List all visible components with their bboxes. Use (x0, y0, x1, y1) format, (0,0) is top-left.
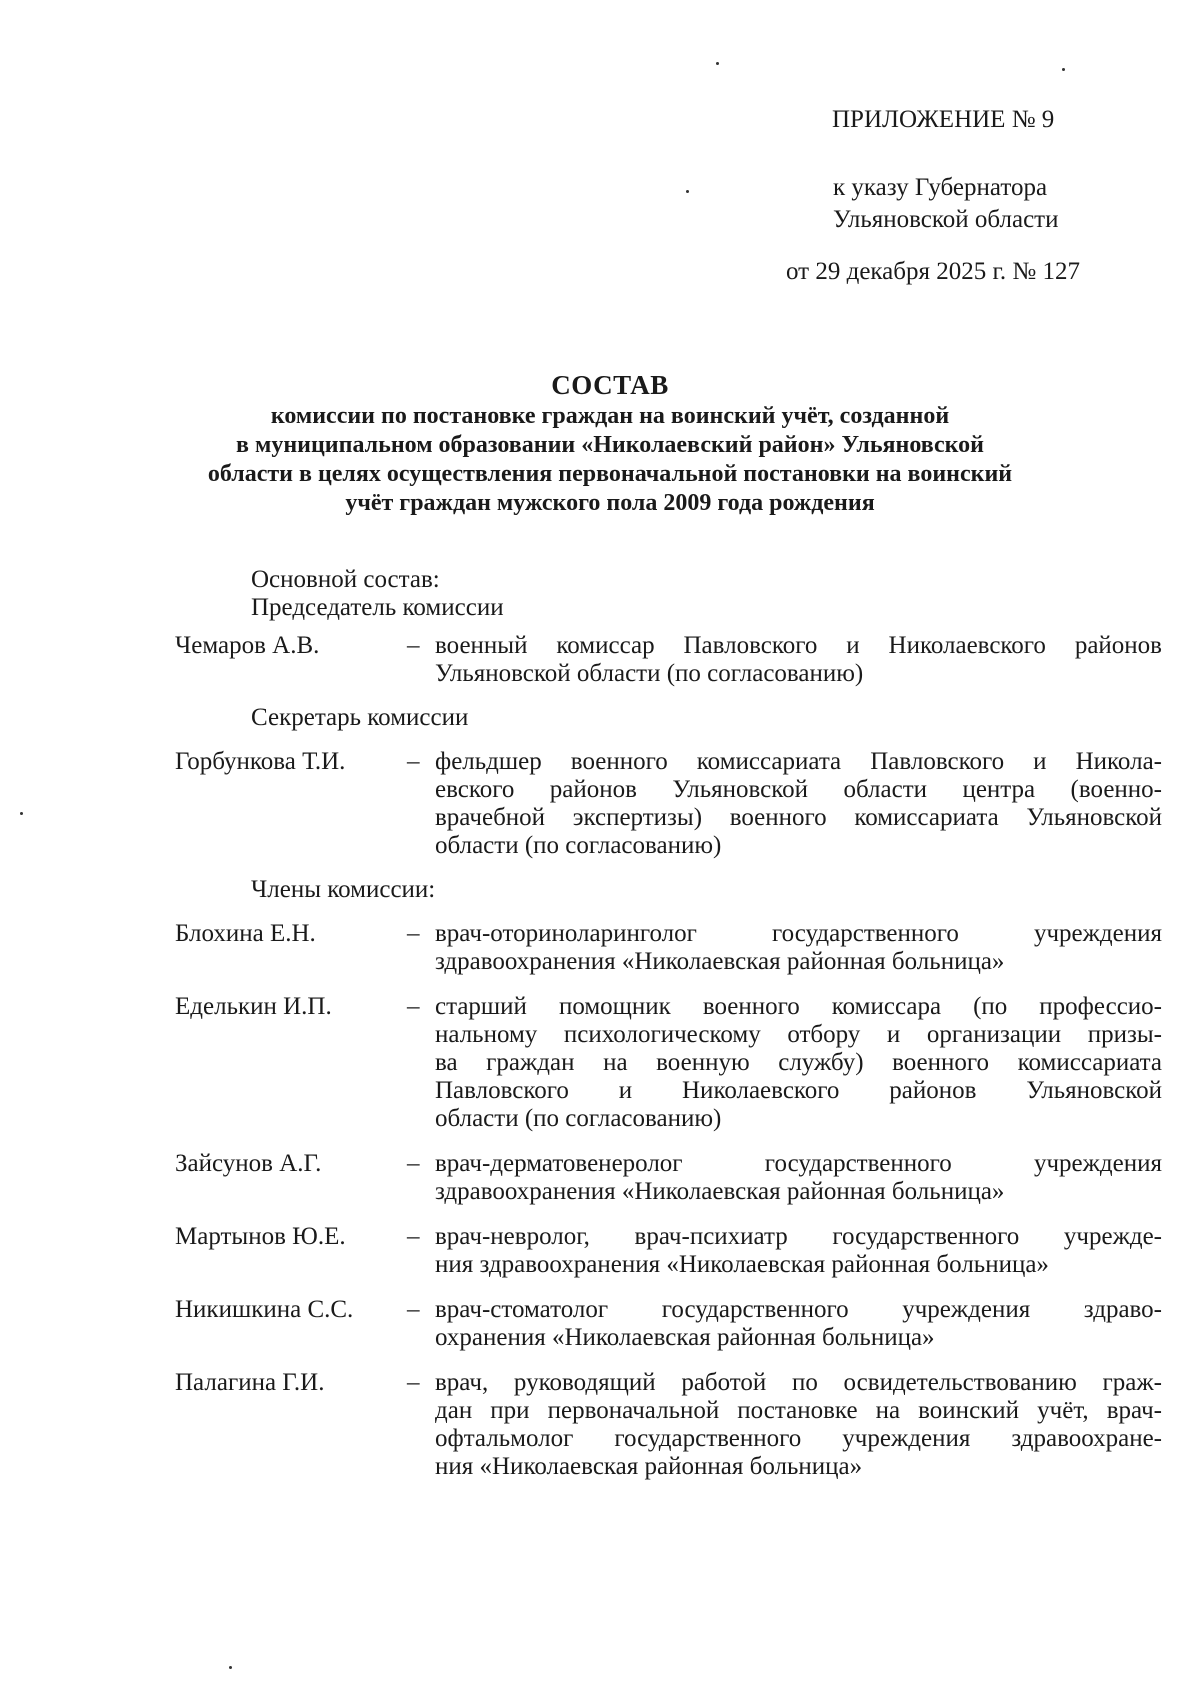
member-position: врач-стоматолог государственного учреждения здраво- охранения «Николаевская районная больница» (435, 1296, 1162, 1351)
dash: – (407, 1369, 420, 1396)
member-entry (175, 993, 1165, 1133)
dash: – (407, 1150, 420, 1177)
secretary-entry (175, 748, 1165, 860)
member-entry (175, 1150, 1165, 1206)
dash: – (407, 1296, 420, 1323)
member-position: врач-дерматовенеролог государственного учреждения здравоохранения «Николаевская районная больница» (435, 1150, 1162, 1205)
title-line: учёт граждан мужского пола 2009 года рождения (345, 490, 875, 516)
title-line: в муниципальном образовании «Николаевский район» Ульяновской (236, 432, 984, 458)
member-position: врач-оториноларинголог государственного учреждения здравоохранения «Николаевская районная больница» (435, 920, 1162, 975)
member-name: Палагина Г.И. (175, 1369, 325, 1396)
document-title (150, 368, 1070, 518)
scan-speck (1062, 68, 1065, 71)
dash: – (407, 632, 420, 659)
member-entry (175, 1223, 1165, 1279)
decree-reference (833, 172, 1193, 236)
decree-line: к указу Губернатора (833, 174, 1048, 201)
dash: – (407, 920, 420, 947)
scan-speck (229, 1666, 232, 1669)
dash: – (407, 1223, 420, 1250)
member-position: фельдшер военного комиссариата Павловского и Никола- евского районов Ульяновской области центра (военно- врачебной экспертизы) военного комиссариата Ульяновской области (по согласованию) (435, 748, 1162, 859)
member-name: Блохина Е.Н. (175, 920, 316, 947)
appendix-number: ПРИЛОЖЕНИЕ № 9 (832, 106, 1055, 133)
scan-speck (686, 190, 689, 193)
scan-speck (20, 812, 23, 815)
member-position: врач-невролог, врач-психиатр государственного учрежде- ния здравоохранения «Николаевская районная больница» (435, 1223, 1162, 1278)
member-position: старший помощник военного комиссара (по профессио- нальному психологическому отбору и организации призы- ва граждан на военную службу) военного комиссариата Павловского и Николаевского районов Ульяновской области (по согласованию) (435, 993, 1162, 1132)
member-position: военный комиссар Павловского и Николаевского районов Ульяновской области (по согласованию) (435, 632, 1162, 687)
title-line: области в целях осуществления первоначальной постановки на воинский (207, 461, 1013, 487)
member-name: Горбункова Т.И. (175, 748, 346, 775)
commission-composition (175, 566, 1165, 1481)
member-name: Мартынов Ю.Е. (175, 1223, 346, 1250)
section-chairman: Председатель комиссии (251, 594, 504, 621)
section-main-composition: Основной состав: (251, 566, 440, 593)
title-subtitle (150, 402, 1070, 518)
section-secretary: Секретарь комиссии (251, 704, 469, 731)
member-entry (175, 1296, 1165, 1352)
member-entry (175, 1369, 1165, 1481)
decree-date: от 29 декабря 2025 г. № 127 (786, 258, 1081, 285)
scan-speck (716, 62, 719, 65)
dash: – (407, 993, 420, 1020)
member-name: Чемаров А.В. (175, 632, 320, 659)
chairman-entry (175, 632, 1165, 688)
member-name: Никишкина С.С. (175, 1296, 354, 1323)
member-position: врач, руководящий работой по освидетельствованию граж- дан при первоначальной постановке на воинский учёт, врач- офтальмолог государственного учреждения здравоохране- ния «Николаевская районная больница» (435, 1369, 1162, 1480)
title-main: СОСТАВ (551, 370, 669, 400)
member-entry (175, 920, 1165, 976)
member-name: Зайсунов А.Г. (175, 1150, 322, 1177)
section-members: Члены комиссии: (251, 876, 436, 903)
decree-line: Ульяновской области (833, 206, 1059, 233)
title-line: комиссии по постановке граждан на воинский учёт, созданной (270, 403, 950, 429)
dash: – (407, 748, 420, 775)
member-name: Еделькин И.П. (175, 993, 332, 1020)
